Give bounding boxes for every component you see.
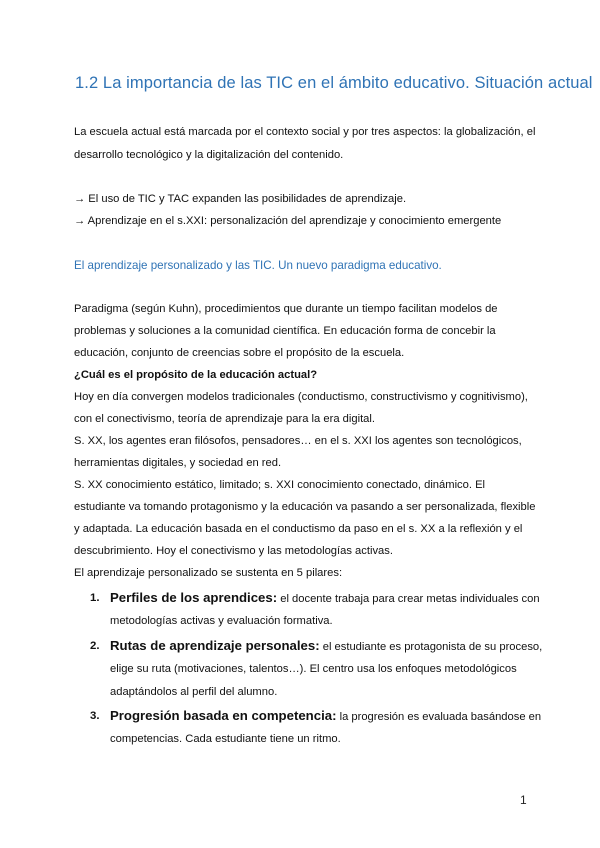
paradigm-line-2: problemas y soluciones a la comunidad científica. En educación forma de concebir la [74,325,496,337]
list-number: 2. [90,640,100,652]
pillar-text: la progresión es evaluada basándose en [336,711,542,723]
pillar-title: Rutas de aprendizaje personales: [110,638,320,653]
subheading: El aprendizaje personalizado y las TIC. Un nuevo paradigma educativo. [74,259,442,272]
arrow-point-1: → El uso de TIC y TAC expanden las posibilidades de aprendizaje. [74,193,407,205]
pillar-text: el estudiante es protagonista de su proceso, [319,641,543,653]
list-item [110,638,542,653]
body-line: descubrimiento. Hoy el conectivismo y las metodologías activas. [74,545,393,557]
page-number: 1 [520,793,527,807]
body-line: estudiante va tomando protagonismo y la educación va pasando a ser personalizada, flexible [74,501,536,513]
paradigm-line-3: educación, conjunto de creencias sobre el propósito de la escuela. [74,347,405,359]
list-item [110,590,540,605]
body-line: S. XX conocimiento estático, limitado; s. XXI conocimiento conectado, dinámico. El [74,479,486,491]
pillar-continuation: adaptándolos al perfil del alumno. [110,686,278,698]
intro-line-2: desarrollo tecnológico y la digitalización del contenido. [74,149,344,161]
body-line: y adaptada. La educación basada en el conductismo da paso en el s. XX a la reflexión y el [74,523,523,535]
pillar-title: Progresión basada en competencia: [110,708,337,723]
body-line: Hoy en día convergen modelos tradicionales (conductismo, constructivismo y cognitivismo), [74,391,528,403]
list-number: 3. [90,710,100,722]
paradigm-line-1: Paradigma (según Kuhn), procedimientos que durante un tiempo facilitan modelos de [74,303,498,315]
section-heading: 1.2 La importancia de las TIC en el ámbito educativo. Situación actual [75,74,593,92]
pillar-continuation: elige su ruta (motivaciones, talentos…). El centro usa los enfoques metodológicos [110,663,517,675]
list-item [110,708,541,723]
list-number: 1. [90,592,100,604]
question-heading: ¿Cuál es el propósito de la educación actual? [74,369,318,381]
pillar-continuation: competencias. Cada estudiante tiene un ritmo. [110,733,341,745]
body-line: herramientas digitales, y sociedad en red. [74,457,282,469]
pillar-continuation: metodologías activas y evaluación formativa. [110,615,333,627]
arrow-point-2: → Aprendizaje en el s.XXI: personalización del aprendizaje y conocimiento emergente [74,215,502,227]
body-line: con el conectivismo, teoría de aprendizaje para la era digital. [74,413,375,425]
body-line: S. XX, los agentes eran filósofos, pensadores… en el s. XXI los agentes son tecnológicos, [74,435,522,447]
pillars-intro: El aprendizaje personalizado se sustenta en 5 pilares: [74,567,343,579]
pillar-text: el docente trabaja para crear metas individuales con [277,593,540,605]
pillar-title: Perfiles de los aprendices: [110,590,278,605]
intro-line-1: La escuela actual está marcada por el contexto social y por tres aspectos: la globalización, el [74,126,536,138]
